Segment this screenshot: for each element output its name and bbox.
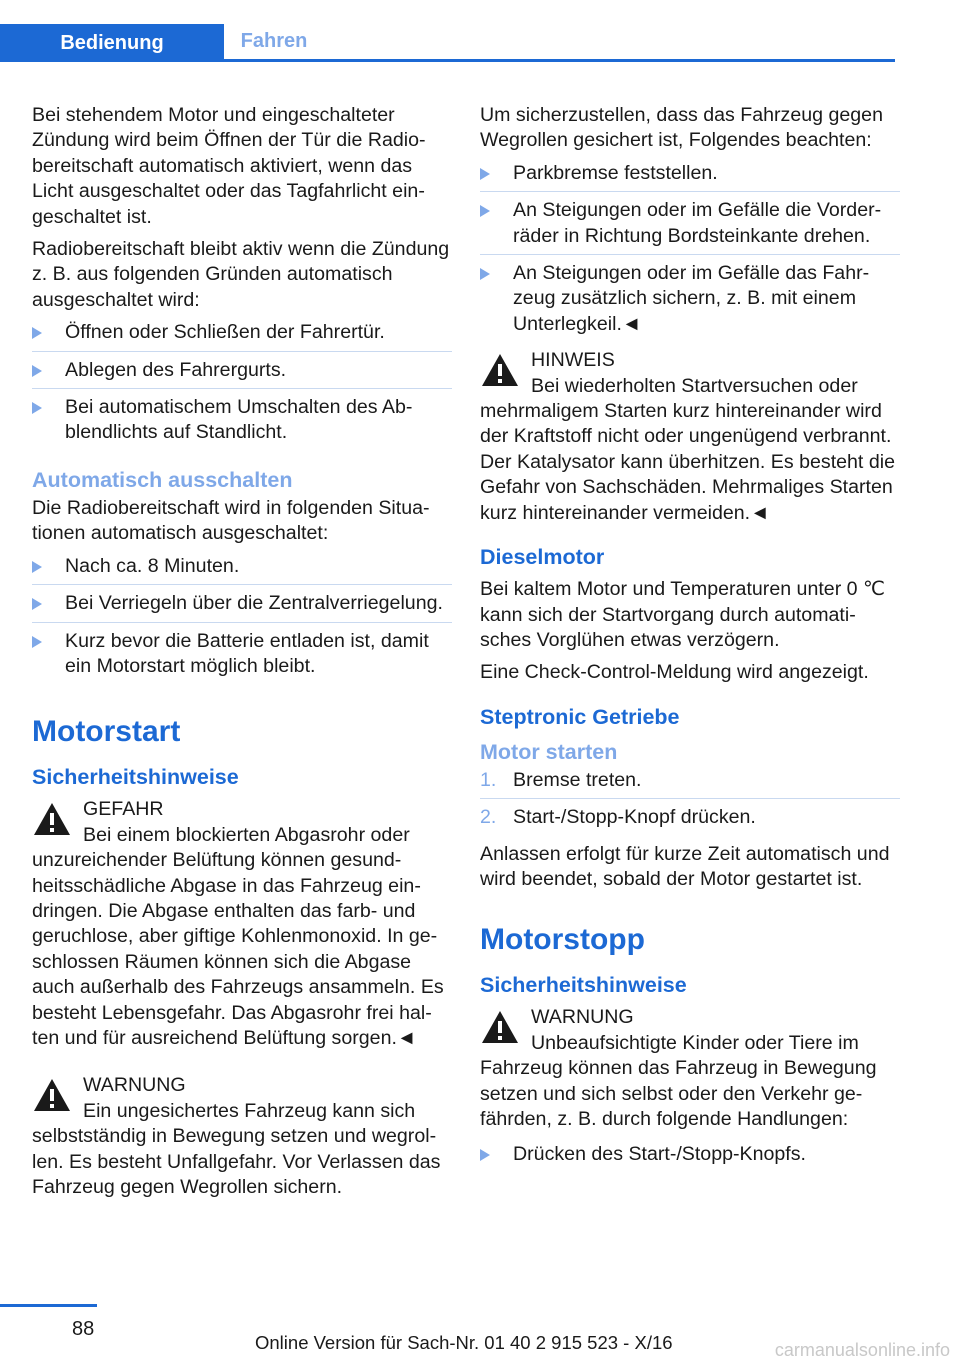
paragraph: Anlassen erfolgt für kurze Zeit automatisch und wird beendet, sobald der Motor gestartet ist.	[480, 842, 890, 890]
warning-text: Unbeaufsichtigte Kinder oder Tiere im	[531, 1031, 859, 1054]
triangle-bullet-icon	[480, 1149, 490, 1161]
warning-text: selbstständig in Bewegung setzen und wegrollen. Es besteht Unfallgefahr. Vor Verlassen das Fahrzeug gegen Wegrollen sichern.	[32, 1125, 441, 1198]
list-item: Bei Verriegeln über die Zentralverriegelung.	[32, 591, 452, 622]
warning-label: GEFAHR	[83, 798, 164, 821]
warning-hinweis	[480, 348, 900, 526]
watermark: carmanualsonline.info	[774, 1340, 950, 1360]
warning-gefahr	[32, 797, 452, 1051]
triangle-bullet-icon	[32, 561, 42, 573]
warning-triangle-icon	[32, 1077, 72, 1113]
warning-label: HINWEIS	[531, 349, 615, 372]
list-item: Bei automatischem Umschalten des Abblendlichts auf Standlicht.	[32, 395, 452, 451]
subheading-motor-starten: Motor starten	[480, 739, 618, 764]
warning-text: Bei einem blockierten Abgasrohr oder	[83, 823, 410, 846]
list-item: Ablegen des Fahrergurts.	[32, 358, 452, 389]
paragraph: Eine Check-Control-Meldung wird angezeigt.	[480, 661, 869, 684]
bullet-list	[32, 320, 452, 451]
list-item: Öffnen oder Schließen der Fahrertür.	[32, 320, 452, 351]
triangle-bullet-icon	[32, 636, 42, 648]
warning-warnung	[480, 1005, 900, 1132]
heading-motorstopp: Motorstopp	[480, 923, 645, 957]
numbered-list	[480, 768, 900, 836]
paragraph: Bei stehendem Motor und eingeschalteter Zündung wird beim Öffnen der Tür die Radiobereitschaft automatisch aktiviert, wenn das Licht ausgeschaltet oder das Tagfahrlicht eingeschaltet ist.	[32, 104, 426, 228]
heading-sicherheitshinweise: Sicherheitshinweise	[480, 973, 687, 998]
triangle-bullet-icon	[32, 327, 42, 339]
left-column	[32, 103, 452, 1210]
list-item: Parkbremse feststellen.	[480, 161, 900, 192]
triangle-bullet-icon	[480, 268, 490, 280]
list-item: 1. Bremse treten.	[480, 768, 900, 799]
heading-steptronic: Steptronic Getriebe	[480, 704, 680, 729]
paragraph: Bei kaltem Motor und Temperaturen unter 0 ℃ kann sich der Startvorgang durch automatisches Vorglühen etwas verzögern.	[480, 578, 886, 651]
warning-triangle-icon	[32, 801, 72, 837]
warning-warnung	[32, 1073, 452, 1200]
triangle-bullet-icon	[32, 402, 42, 414]
list-item: Drücken des Start-/Stopp-Knopfs.	[480, 1142, 900, 1172]
warning-text: unzureichender Belüftung können gesundheitsschädliche Abgase in das Fahrzeug eindringen. Die Abgase enthalten das farb- und geruchlose, aber giftige Kohlenmonoxid. In geschlossen Räumen können sich die Abgase auch außerhalb des Fahrzeugs ansammeln. Es besteht Lebensgefahr. Das Abgasrohr frei halten und für ausreichend Belüftung sorgen.◄	[32, 849, 444, 1049]
list-item: Kurz bevor die Batterie entladen ist, damit ein Motorstart möglich bleibt.	[32, 629, 452, 685]
right-column	[480, 103, 900, 1179]
warning-label: WARNUNG	[531, 1006, 634, 1029]
warning-text: Ein ungesichertes Fahrzeug kann sich	[83, 1099, 416, 1122]
paragraph: Um sicherzustellen, dass das Fahrzeug gegen Wegrollen gesichert ist, Folgendes beachten:	[480, 104, 883, 152]
tab-bedienung[interactable]: Bedienung	[0, 24, 224, 62]
warning-text: Fahrzeug können das Fahrzeug in Bewegung setzen und sich selbst oder den Verkehr gefährden, z. B. durch folgende Handlungen:	[480, 1057, 877, 1130]
heading-motorstart: Motorstart	[32, 715, 181, 749]
warning-triangle-icon	[480, 352, 520, 388]
list-item: 2. Start-/Stopp-Knopf drücken.	[480, 806, 756, 829]
tab-fahren[interactable]: Fahren	[240, 30, 308, 52]
list-item: An Steigungen oder im Gefälle das Fahrzeug zusätzlich sichern, z. B. mit einem Unterlegkeil.◄	[480, 261, 900, 342]
heading-sicherheitshinweise: Sicherheitshinweise	[32, 765, 239, 790]
triangle-bullet-icon	[480, 205, 490, 217]
page-number: 88	[72, 1318, 95, 1340]
warning-text: mehrmaligem Starten kurz hintereinander wird der Kraftstoff nicht oder ungenügend verbrannt. Der Katalysator kann überhitzen. Es besteht die Gefahr von Sachschäden. Mehrmaliges Starten kurz hintereinander vermeiden.◄	[480, 400, 895, 524]
footer-rule	[0, 1304, 97, 1307]
bullet-list	[480, 161, 900, 342]
bullet-list	[32, 554, 452, 685]
warning-label: WARNUNG	[83, 1074, 186, 1097]
list-item: An Steigungen oder im Gefälle die Vorderräder in Richtung Bordsteinkante drehen.	[480, 198, 900, 255]
triangle-bullet-icon	[32, 598, 42, 610]
triangle-bullet-icon	[32, 365, 42, 377]
subheading-automatisch-ausschalten: Automatisch ausschalten	[32, 467, 293, 492]
warning-triangle-icon	[480, 1009, 520, 1045]
header-tabbar	[0, 24, 895, 62]
warning-text: Bei wiederholten Startversuchen oder	[531, 374, 858, 397]
triangle-bullet-icon	[480, 168, 490, 180]
bullet-list	[480, 1142, 900, 1172]
heading-dieselmotor: Dieselmotor	[480, 545, 605, 570]
paragraph: Radiobereitschaft bleibt aktiv wenn die Zündung z. B. aus folgenden Gründen automatisch ausgeschaltet wird:	[32, 238, 450, 311]
paragraph: Die Radiobereitschaft wird in folgenden Situationen automatisch ausgeschaltet:	[32, 496, 430, 545]
header-rule	[0, 59, 895, 62]
list-item: Nach ca. 8 Minuten.	[32, 554, 452, 585]
footer-text: Online Version für Sach-Nr. 01 40 2 915 523 - X/16	[255, 1332, 673, 1353]
